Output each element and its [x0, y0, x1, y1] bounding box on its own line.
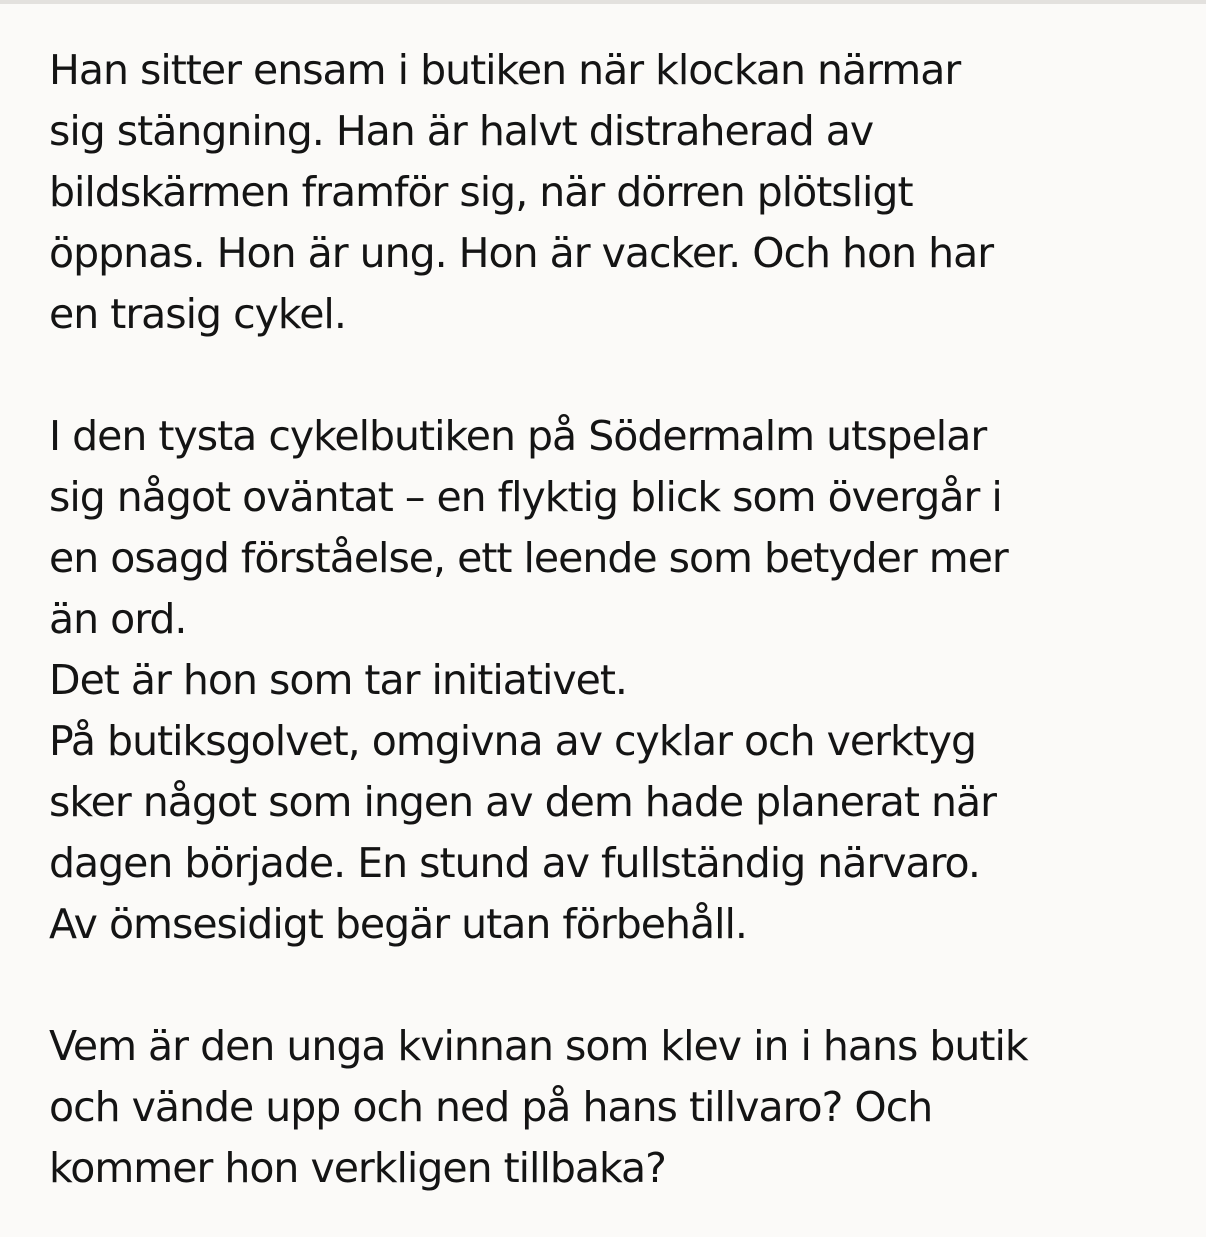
top-divider — [0, 0, 1206, 4]
text-line: På butiksgolvet, omgivna av cyklar och verktyg — [49, 717, 977, 765]
description-paragraph-2 — [49, 406, 1169, 955]
description-paragraph-3 — [49, 1016, 1169, 1199]
text-line: dagen började. En stund av fullständig närvaro. — [49, 839, 980, 887]
text-line: sig stängning. Han är halvt distraherad av — [49, 107, 874, 155]
text-line: sig något oväntat – en flyktig blick som övergår i — [49, 473, 1002, 521]
text-line: och vände upp och ned på hans tillvaro? Och — [49, 1083, 933, 1131]
text-line: Vem är den unga kvinnan som klev in i hans butik — [49, 1022, 1028, 1070]
text-line: I den tysta cykelbutiken på Södermalm utspelar — [49, 412, 987, 460]
text-line: en osagd förståelse, ett leende som betyder mer — [49, 534, 1008, 582]
description-paragraph-1 — [49, 40, 1169, 345]
text-line: öppnas. Hon är ung. Hon är vacker. Och hon har — [49, 229, 994, 277]
text-line: Av ömsesidigt begär utan förbehåll. — [49, 900, 747, 948]
paragraph-spacer — [49, 955, 1169, 1016]
book-description — [49, 40, 1169, 1199]
text-line: Det är hon som tar initiativet. — [49, 656, 627, 704]
text-line: en trasig cykel. — [49, 290, 346, 338]
text-line: än ord. — [49, 595, 187, 643]
text-line: bildskärmen framför sig, när dörren plötsligt — [49, 168, 913, 216]
text-line: kommer hon verkligen tillbaka? — [49, 1144, 666, 1192]
text-line: Han sitter ensam i butiken när klockan närmar — [49, 46, 961, 94]
text-line: sker något som ingen av dem hade planerat när — [49, 778, 996, 826]
paragraph-spacer — [49, 345, 1169, 406]
